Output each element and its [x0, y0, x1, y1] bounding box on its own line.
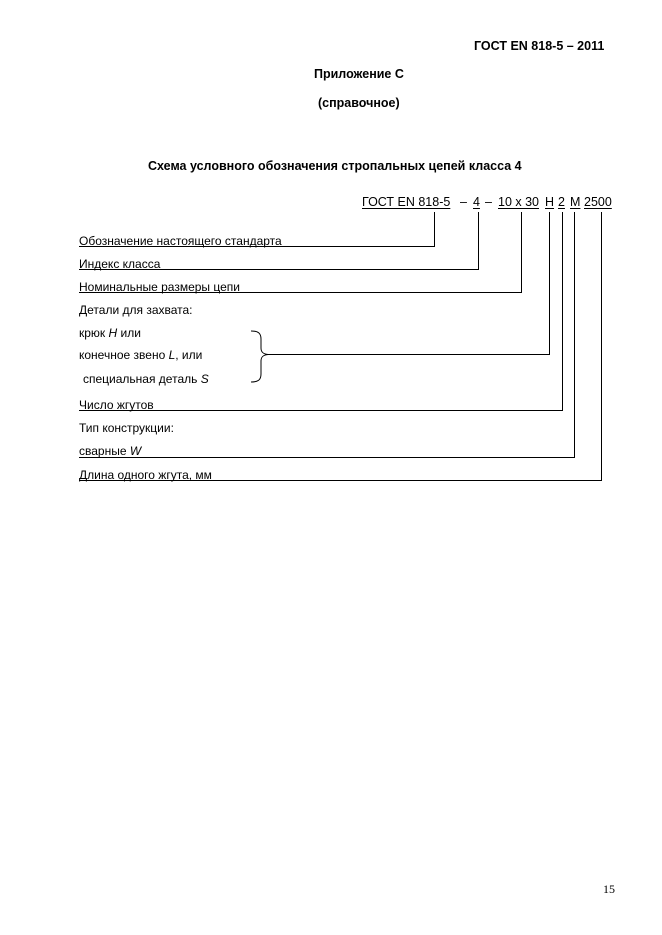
label-fittings-heading: Детали для захвата:: [79, 303, 193, 317]
code-size: 10 х 30: [498, 195, 540, 209]
label-leg-length: Длина одного жгута, мм: [79, 468, 212, 482]
label-end-link-letter: L: [168, 348, 176, 362]
label-legs-count: Число жгутов: [79, 398, 154, 412]
curly-brace: [251, 331, 268, 382]
code-standard: ГОСТ EN 818-5: [362, 195, 451, 209]
label-hook-suffix: или: [117, 326, 141, 340]
label-end-link-text: конечное звено: [79, 348, 169, 362]
code-class: 4: [473, 195, 480, 209]
code-fitting: H: [545, 195, 555, 209]
label-construction-heading: Тип конструкции:: [79, 421, 174, 435]
label-hook-text: крюк: [79, 326, 109, 340]
label-special: [83, 373, 209, 385]
label-hook: [79, 327, 141, 339]
code-length: 2500: [584, 195, 612, 209]
label-welded-letter: W: [129, 444, 142, 458]
label-welded: [79, 445, 141, 457]
label-hook-letter: H: [108, 326, 118, 340]
connector-fitting: [268, 212, 550, 355]
label-standard: Обозначение настоящего стандарта: [79, 234, 282, 248]
connector-length: [79, 212, 602, 481]
code-construction: M: [570, 195, 581, 209]
appendix-title: Приложение С: [314, 67, 404, 81]
label-welded-text: сварные: [79, 444, 130, 458]
label-nominal-size: Номинальные размеры цепи: [79, 280, 240, 294]
code-separator: –: [460, 195, 467, 209]
label-end-link: [79, 349, 202, 361]
label-class-index: Индекс класса: [79, 257, 161, 271]
document-header: ГОСТ EN 818-5 – 2011: [474, 39, 605, 53]
label-special-text: специальная деталь: [83, 372, 201, 386]
scheme-title: Схема условного обозначения стропальных цепей класса 4: [148, 159, 522, 173]
code-separator: –: [485, 195, 492, 209]
code-legs: 2: [558, 195, 565, 209]
appendix-type: (справочное): [318, 96, 400, 110]
label-end-link-suffix: , или: [175, 348, 203, 362]
label-special-letter: S: [200, 372, 209, 386]
page-number: 15: [603, 882, 615, 896]
